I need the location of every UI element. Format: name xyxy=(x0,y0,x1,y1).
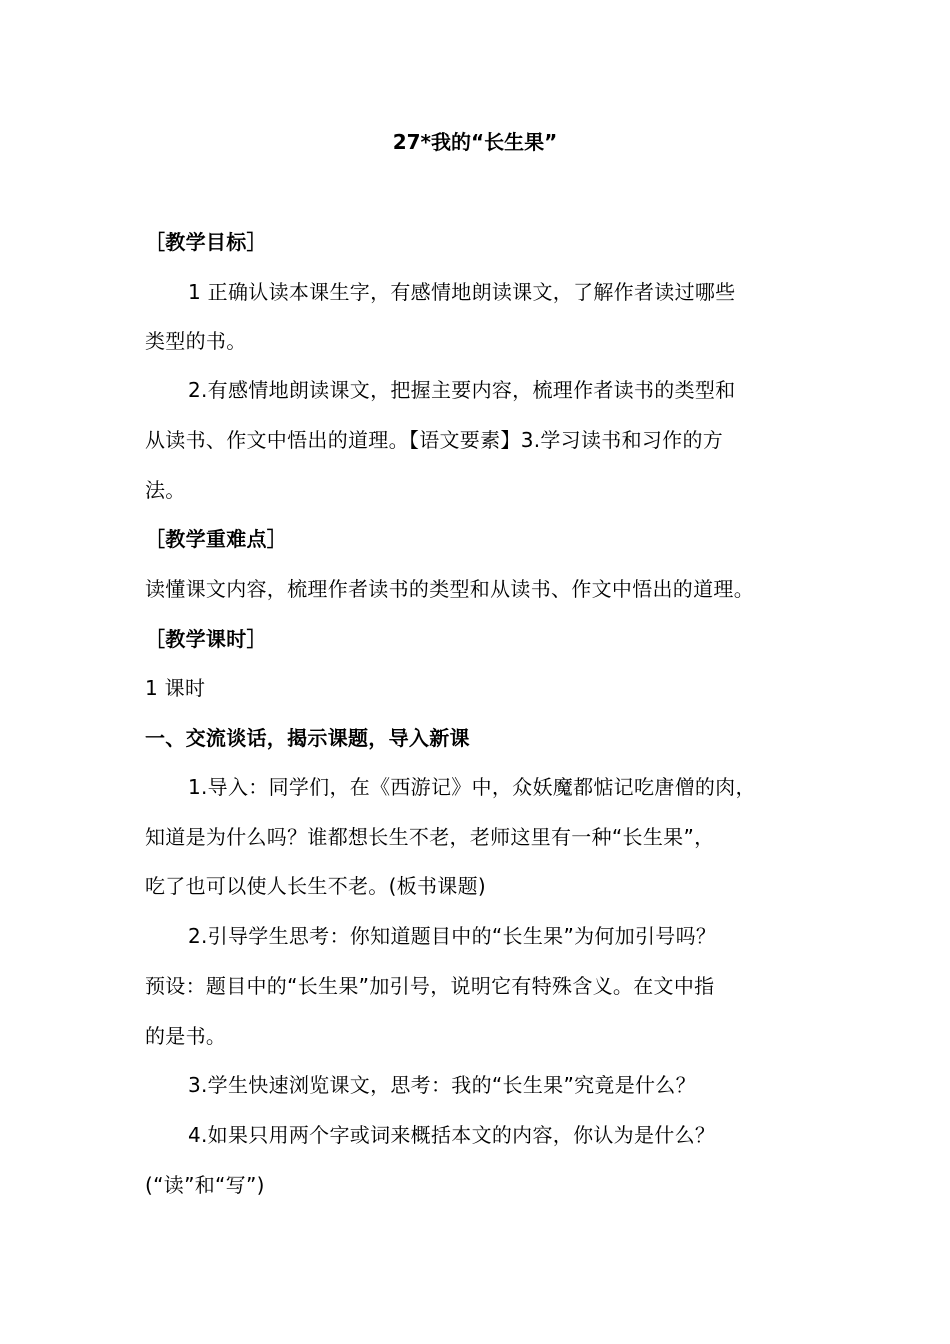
section-1-paragraph-2-line-2: 预设：题目中的“长生果”加引号，说明它有特殊含义。在文中指 xyxy=(145,974,715,998)
section-1-paragraph-1-line-2: 知道是为什么吗？谁都想长生不老，老师这里有一种“长生果”， xyxy=(145,825,715,849)
key-points-heading: ［教学重难点］ xyxy=(145,527,288,551)
key-points-text: 读懂课文内容，梳理作者读书的类型和从读书、作文中悟出的道理。 xyxy=(145,577,754,601)
objective-1-line-1: 1 正确认读本课生字，有感情地朗读课文，了解作者读过哪些 xyxy=(188,280,736,304)
section-1-paragraph-4-line-2: (“读”和“写”) xyxy=(145,1173,265,1197)
section-1-paragraph-3-line-1: 3.学生快速浏览课文，思考：我的“长生果”究竟是什么？ xyxy=(188,1073,696,1097)
section-1-paragraph-1-line-3: 吃了也可以使人长生不老。(板书课题) xyxy=(145,874,487,898)
document-title: 27*我的“长生果” xyxy=(392,130,558,154)
objective-1-line-2: 类型的书。 xyxy=(145,329,247,353)
objective-2-line-3: 法。 xyxy=(145,478,186,502)
section-1-paragraph-2-line-3: 的是书。 xyxy=(145,1024,227,1048)
objectives-heading: ［教学目标］ xyxy=(145,230,267,254)
section-1-heading: 一、交流谈话，揭示课题，导入新课 xyxy=(145,726,470,750)
section-1-paragraph-4-line-1: 4.如果只用两个字或词来概括本文的内容，你认为是什么？ xyxy=(188,1123,716,1147)
section-1-paragraph-2-line-1: 2.引导学生思考：你知道题目中的“长生果”为何加引号吗？ xyxy=(188,924,717,948)
class-hours-text: 1 课时 xyxy=(145,676,206,700)
class-hours-heading: ［教学课时］ xyxy=(145,627,267,651)
objective-2-line-1: 2.有感情地朗读课文，把握主要内容，梳理作者读书的类型和 xyxy=(188,378,736,402)
objective-2-line-2: 从读书、作文中悟出的道理。【语文要素】3.学习读书和习作的方 xyxy=(145,428,724,452)
section-1-paragraph-1-line-1: 1.导入：同学们，在《西游记》中，众妖魔都惦记吃唐僧的肉， xyxy=(188,775,756,799)
